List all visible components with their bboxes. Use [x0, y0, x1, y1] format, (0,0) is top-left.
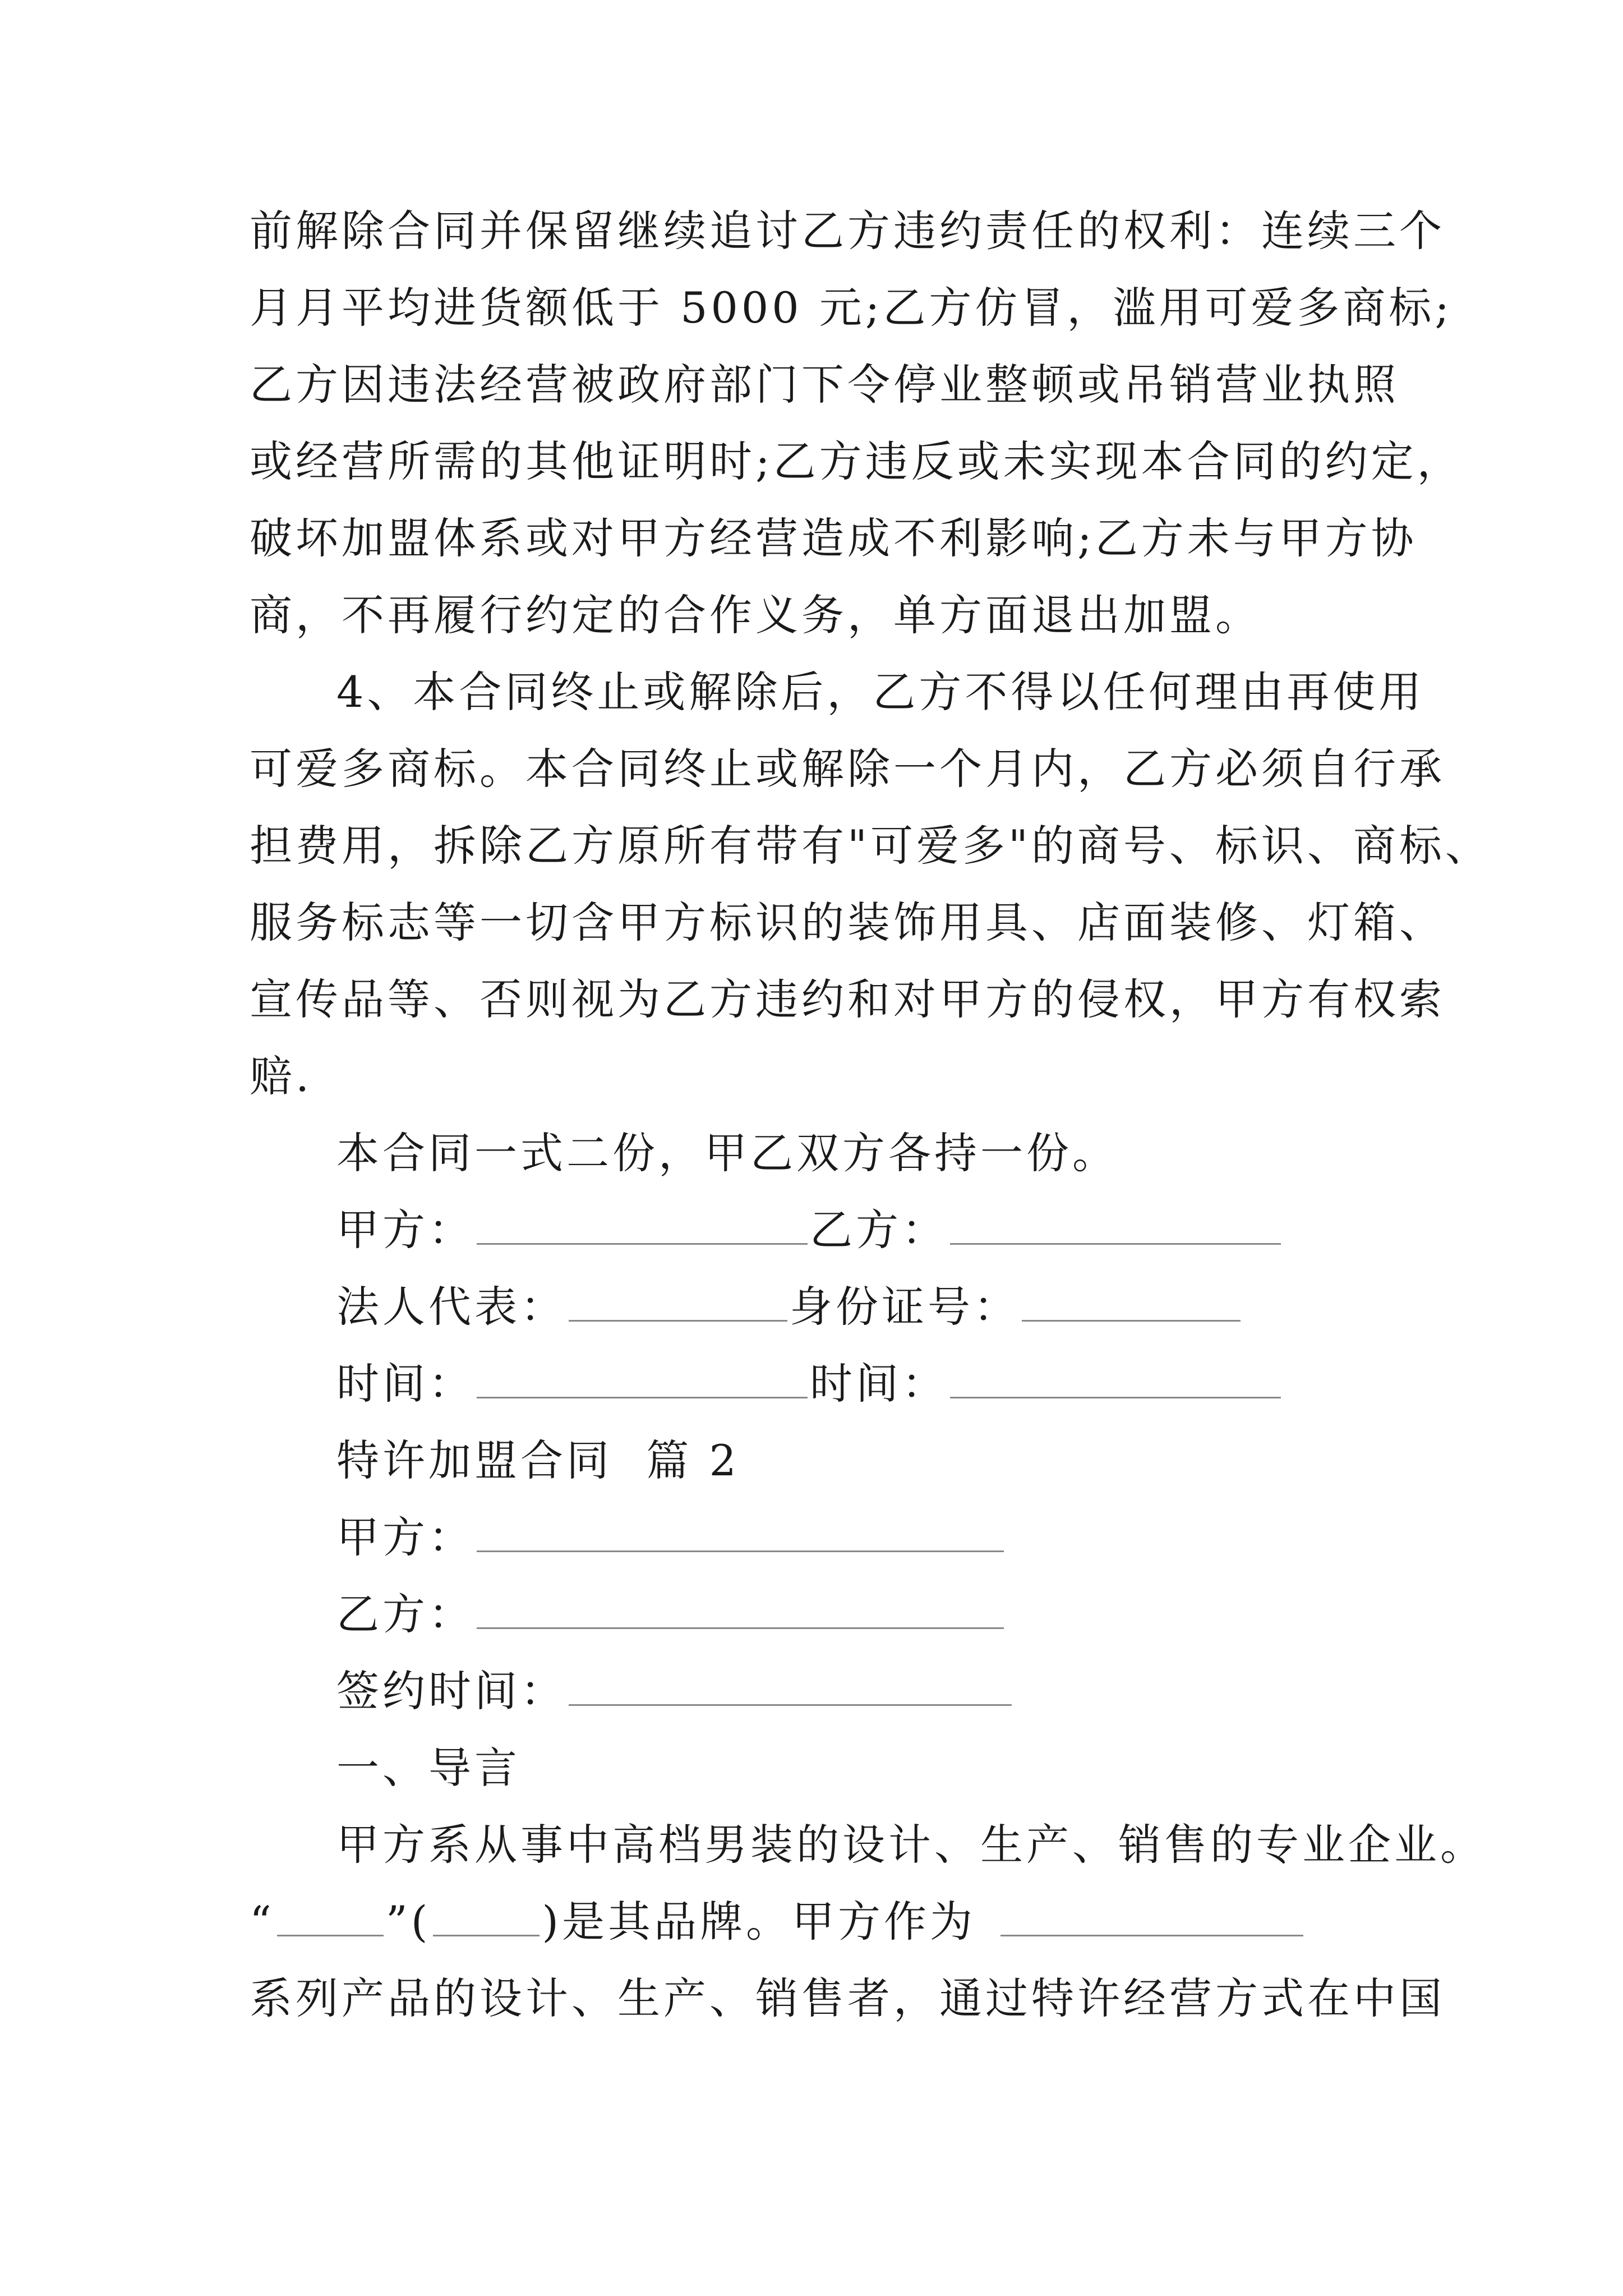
- intro-quote-close: ”(: [385, 1897, 431, 1947]
- paragraph-4-line-5: 宣传品等、否则视为乙方违约和对甲方的侵权，甲方有权索: [250, 974, 1445, 1024]
- paragraph-4-line-6: 赔.: [250, 1051, 313, 1101]
- intro-line-1: 甲方系从事中高档男装的设计、生产、销售的专业企业。: [336, 1820, 1486, 1870]
- legal-rep-blank: [569, 1284, 787, 1322]
- brand-name-blank: [277, 1899, 384, 1936]
- copies-note: 本合同一式二份，甲乙双方各持一份。: [336, 1128, 1118, 1178]
- paragraph-4-line-3: 担费用，拆除乙方原所有带有"可爱多"的商号、标识、商标、: [250, 821, 1491, 871]
- time-a-blank: [477, 1361, 808, 1398]
- brand-english-blank: [433, 1899, 540, 1936]
- id-number-blank: [1022, 1284, 1241, 1322]
- contract-2-title: 特许加盟合同 篇 2: [336, 1435, 740, 1485]
- signature-row-parties: [336, 1202, 1283, 1258]
- intro-quote-open: “: [250, 1897, 275, 1947]
- legal-rep-label: 法人代表：: [336, 1282, 566, 1332]
- contract-2-party-a-blank: [477, 1515, 1004, 1552]
- paragraph-3-line-3: 乙方因违法经营被政府部门下令停业整顿或吊销营业执照: [250, 360, 1399, 409]
- time-b-blank: [950, 1361, 1281, 1398]
- paragraph-3-line-2: 月月平均进货额低于 5000 元;乙方仿冒，滥用可爱多商标;: [250, 283, 1453, 333]
- contract-2-party-b-row: [336, 1586, 1006, 1642]
- contract-2-party-a-label: 甲方：: [336, 1512, 474, 1562]
- paragraph-3-line-4: 或经营所需的其他证明时;乙方违反或未实现本合同的约定，: [250, 436, 1463, 486]
- paragraph-4-line-2: 可爱多商标。本合同终止或解除一个月内，乙方必须自行承: [250, 744, 1445, 794]
- contract-2-party-b-label: 乙方：: [336, 1589, 474, 1639]
- paragraph-3-line-5: 破坏加盟体系或对甲方经营造成不利影响;乙方未与甲方协: [250, 513, 1417, 563]
- paragraph-4-line-1: 4、本合同终止或解除后，乙方不得以任何理由再使用: [336, 667, 1425, 717]
- paragraph-4-line-4: 服务标志等一切含甲方标识的装饰用具、店面装修、灯箱、: [250, 898, 1445, 947]
- party-a-label: 甲方：: [336, 1205, 474, 1255]
- intro-line-2: [250, 1894, 1306, 1950]
- contract-2-party-a-row: [336, 1510, 1006, 1566]
- paragraph-3-line-1: 前解除合同并保留继续追讨乙方违约责任的权利：连续三个: [250, 206, 1445, 256]
- paragraph-3-line-6: 商，不再履行约定的合作义务，单方面退出加盟。: [250, 590, 1261, 640]
- product-series-blank: [1000, 1899, 1303, 1936]
- id-number-label: 身份证号：: [790, 1282, 1020, 1332]
- section-1-heading: 一、导言: [336, 1743, 520, 1793]
- contract-2-party-b-blank: [477, 1591, 1004, 1629]
- party-a-blank: [477, 1207, 808, 1245]
- intro-paren-close: )是其品牌。甲方作为: [542, 1897, 976, 1947]
- signature-row-time: [336, 1356, 1283, 1412]
- time-b-label: 时间：: [810, 1359, 948, 1409]
- contract-2-sign-time-label: 签约时间：: [336, 1666, 566, 1716]
- party-b-label: 乙方：: [810, 1205, 948, 1255]
- intro-line-3: 系列产品的设计、生产、销售者，通过特许经营方式在中国: [250, 1973, 1445, 2023]
- party-b-blank: [950, 1207, 1281, 1245]
- contract-2-sign-time-blank: [569, 1668, 1012, 1706]
- contract-2-sign-time-row: [336, 1663, 1014, 1719]
- time-a-label: 时间：: [336, 1359, 474, 1409]
- signature-row-rep: [336, 1279, 1243, 1335]
